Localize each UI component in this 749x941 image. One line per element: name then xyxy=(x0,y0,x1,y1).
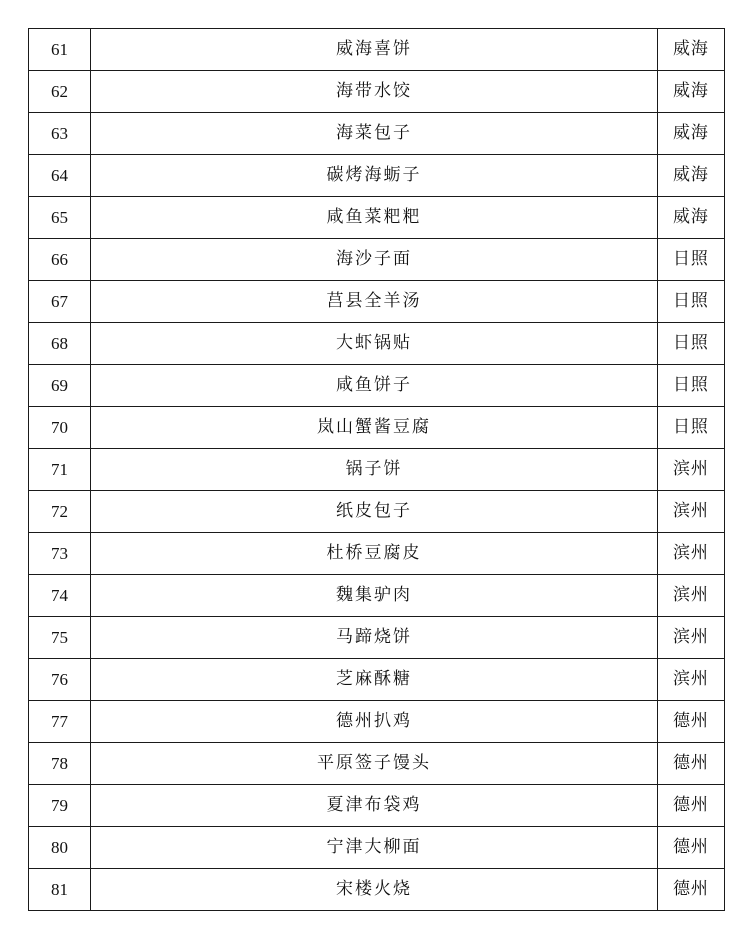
row-number: 72 xyxy=(29,491,91,533)
table-row xyxy=(29,323,725,365)
table-row xyxy=(29,365,725,407)
table-row xyxy=(29,869,725,911)
food-name: 锅子饼 xyxy=(91,449,658,491)
food-name: 杜桥豆腐皮 xyxy=(91,533,658,575)
food-name: 纸皮包子 xyxy=(91,491,658,533)
row-number: 61 xyxy=(29,29,91,71)
food-name: 威海喜饼 xyxy=(91,29,658,71)
food-name: 莒县全羊汤 xyxy=(91,281,658,323)
row-number: 67 xyxy=(29,281,91,323)
row-number: 80 xyxy=(29,827,91,869)
row-number: 75 xyxy=(29,617,91,659)
table-row xyxy=(29,785,725,827)
food-name: 马蹄烧饼 xyxy=(91,617,658,659)
city-name: 威海 xyxy=(657,197,724,239)
food-name: 魏集驴肉 xyxy=(91,575,658,617)
row-number: 81 xyxy=(29,869,91,911)
row-number: 63 xyxy=(29,113,91,155)
city-name: 滨州 xyxy=(657,533,724,575)
row-number: 73 xyxy=(29,533,91,575)
food-name: 海带水饺 xyxy=(91,71,658,113)
food-name: 大虾锅贴 xyxy=(91,323,658,365)
city-name: 日照 xyxy=(657,239,724,281)
food-name: 咸鱼饼子 xyxy=(91,365,658,407)
city-name: 日照 xyxy=(657,323,724,365)
table-row xyxy=(29,533,725,575)
row-number: 78 xyxy=(29,743,91,785)
table-row xyxy=(29,743,725,785)
row-number: 77 xyxy=(29,701,91,743)
city-name: 滨州 xyxy=(657,659,724,701)
row-number: 68 xyxy=(29,323,91,365)
row-number: 66 xyxy=(29,239,91,281)
city-name: 滨州 xyxy=(657,449,724,491)
city-name: 威海 xyxy=(657,155,724,197)
row-number: 64 xyxy=(29,155,91,197)
table-row xyxy=(29,281,725,323)
table-row xyxy=(29,407,725,449)
food-name: 碳烤海蛎子 xyxy=(91,155,658,197)
city-name: 滨州 xyxy=(657,575,724,617)
table-row xyxy=(29,575,725,617)
city-name: 德州 xyxy=(657,785,724,827)
table-row xyxy=(29,659,725,701)
food-name: 宋楼火烧 xyxy=(91,869,658,911)
row-number: 71 xyxy=(29,449,91,491)
row-number: 65 xyxy=(29,197,91,239)
table-row xyxy=(29,71,725,113)
city-name: 滨州 xyxy=(657,491,724,533)
city-name: 威海 xyxy=(657,71,724,113)
city-name: 德州 xyxy=(657,743,724,785)
row-number: 70 xyxy=(29,407,91,449)
row-number: 69 xyxy=(29,365,91,407)
city-name: 德州 xyxy=(657,827,724,869)
food-name: 夏津布袋鸡 xyxy=(91,785,658,827)
table-row xyxy=(29,449,725,491)
city-name: 威海 xyxy=(657,113,724,155)
row-number: 62 xyxy=(29,71,91,113)
row-number: 79 xyxy=(29,785,91,827)
table-row xyxy=(29,827,725,869)
table-body xyxy=(29,29,725,911)
city-name: 日照 xyxy=(657,365,724,407)
table-row xyxy=(29,701,725,743)
food-name: 德州扒鸡 xyxy=(91,701,658,743)
food-name: 平原签子馒头 xyxy=(91,743,658,785)
food-name: 海沙子面 xyxy=(91,239,658,281)
table-row xyxy=(29,239,725,281)
table-row xyxy=(29,617,725,659)
food-name: 宁津大柳面 xyxy=(91,827,658,869)
table-row xyxy=(29,29,725,71)
food-name: 咸鱼菜粑粑 xyxy=(91,197,658,239)
row-number: 76 xyxy=(29,659,91,701)
city-name: 德州 xyxy=(657,701,724,743)
city-name: 日照 xyxy=(657,281,724,323)
city-name: 威海 xyxy=(657,29,724,71)
food-name: 岚山蟹酱豆腐 xyxy=(91,407,658,449)
table-row xyxy=(29,155,725,197)
food-name: 芝麻酥糖 xyxy=(91,659,658,701)
city-name: 滨州 xyxy=(657,617,724,659)
food-name: 海菜包子 xyxy=(91,113,658,155)
city-name: 日照 xyxy=(657,407,724,449)
row-number: 74 xyxy=(29,575,91,617)
city-name: 德州 xyxy=(657,869,724,911)
table-row xyxy=(29,491,725,533)
table-row xyxy=(29,197,725,239)
table-row xyxy=(29,113,725,155)
food-table xyxy=(28,28,725,911)
